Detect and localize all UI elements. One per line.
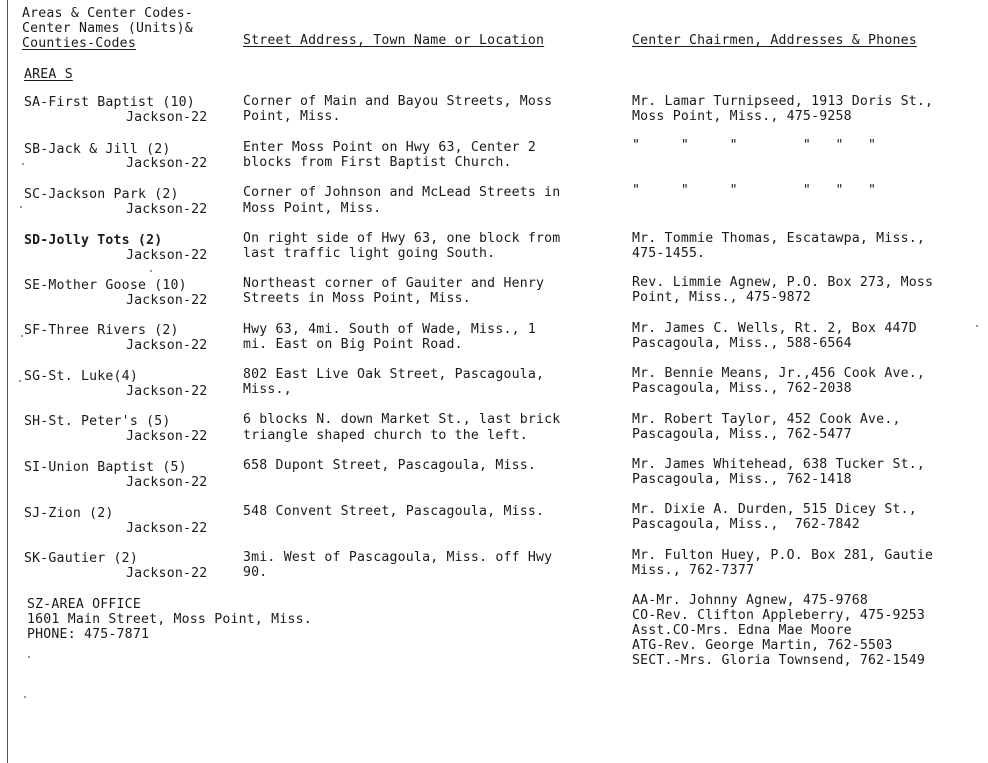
center-chair-line: Moss Point, Miss., 475-9258 xyxy=(632,109,852,124)
center-name: SA-First Baptist (10) xyxy=(24,95,195,110)
staff-line: Asst.CO-Mrs. Edna Mae Moore xyxy=(632,623,852,638)
center-name: SC-Jackson Park (2) xyxy=(24,187,179,202)
center-address-line: mi. East on Big Point Road. xyxy=(243,337,463,352)
center-county: Jackson-22 xyxy=(126,475,208,490)
center-chair-line: Pascagoula, Miss., 762-5477 xyxy=(632,427,852,442)
center-name: SJ-Zion (2) xyxy=(24,506,114,521)
center-address-line: 90. xyxy=(243,565,268,580)
center-address-line: Corner of Main and Bayou Streets, Moss xyxy=(243,94,553,109)
center-address-line: 802 East Live Oak Street, Pascagoula, xyxy=(243,367,545,382)
scan-speck xyxy=(21,335,23,337)
center-name: SB-Jack & Jill (2) xyxy=(24,142,171,157)
center-chair-line: Pascagoula, Miss., 762-2038 xyxy=(632,381,852,396)
scan-speck xyxy=(28,656,30,658)
center-chair-line: Mr. Lamar Turnipseed, 1913 Doris St., xyxy=(632,94,934,109)
center-county: Jackson-22 xyxy=(126,202,208,217)
center-chair-line: Mr. Dixie A. Durden, 515 Dicey St., xyxy=(632,502,917,517)
office-title: SZ-AREA OFFICE xyxy=(27,597,141,612)
center-county: Jackson-22 xyxy=(126,338,208,353)
header-col1-line2: Center Names (Units)& xyxy=(22,21,193,36)
center-name: SH-St. Peter's (5) xyxy=(24,414,171,429)
office-address: 1601 Main Street, Moss Point, Miss. xyxy=(27,612,312,627)
center-chair-line: Mr. Bennie Means, Jr.,456 Cook Ave., xyxy=(632,366,926,381)
center-address-line: triangle shaped church to the left. xyxy=(243,428,528,443)
center-chair-line: Pascagoula, Miss., 588-6564 xyxy=(632,336,852,351)
center-chair-line: Point, Miss., 475-9872 xyxy=(632,290,812,305)
center-address-line: Enter Moss Point on Hwy 63, Center 2 xyxy=(243,140,537,155)
center-chair-line: Rev. Limmie Agnew, P.O. Box 273, Moss xyxy=(632,275,934,290)
center-name: SE-Mother Goose (10) xyxy=(24,278,187,293)
page-edge-line xyxy=(7,0,8,763)
office-phone: PHONE: 475-7871 xyxy=(27,627,150,642)
center-chair-line: Pascagoula, Miss., 762-7842 xyxy=(632,517,860,532)
staff-line: CO-Rev. Clifton Appleberry, 475-9253 xyxy=(632,608,926,623)
center-address-line: 658 Dupont Street, Pascagoula, Miss. xyxy=(243,458,537,473)
center-address-line: blocks from First Baptist Church. xyxy=(243,155,512,170)
center-county: Jackson-22 xyxy=(126,521,208,536)
center-name: SG-St. Luke(4) xyxy=(24,369,138,384)
center-county: Jackson-22 xyxy=(126,384,208,399)
header-col1-line1: Areas & Center Codes- xyxy=(22,6,193,21)
center-address-line: Northeast corner of Gauiter and Henry xyxy=(243,276,545,291)
center-address-line: 548 Convent Street, Pascagoula, Miss. xyxy=(243,504,545,519)
center-name: SK-Gautier (2) xyxy=(24,551,138,566)
center-county: Jackson-22 xyxy=(126,156,208,171)
staff-line: ATG-Rev. George Martin, 762-5503 xyxy=(632,638,893,653)
center-address-line: On right side of Hwy 63, one block from xyxy=(243,231,561,246)
center-name: SI-Union Baptist (5) xyxy=(24,460,187,475)
header-col2: Street Address, Town Name or Location xyxy=(243,33,545,48)
center-county: Jackson-22 xyxy=(126,429,208,444)
center-address-line: 3mi. West of Pascagoula, Miss. off Hwy xyxy=(243,550,553,565)
center-chair-line: Mr. Fulton Huey, P.O. Box 281, Gautie xyxy=(632,548,934,563)
center-chair-line: Mr. James Whitehead, 638 Tucker St., xyxy=(632,457,926,472)
center-chair-line: Mr. Tommie Thomas, Escatawpa, Miss., xyxy=(632,231,926,246)
center-county: Jackson-22 xyxy=(126,566,208,581)
center-chair-line: Mr. Robert Taylor, 452 Cook Ave., xyxy=(632,412,901,427)
center-chair-line: Pascagoula, Miss., 762-1418 xyxy=(632,472,852,487)
center-address-line: Moss Point, Miss. xyxy=(243,201,382,216)
center-address-line: Miss., xyxy=(243,382,292,397)
scan-speck xyxy=(22,163,24,165)
staff-line: AA-Mr. Johnny Agnew, 475-9768 xyxy=(632,593,869,608)
center-chair-line: 475-1455. xyxy=(632,246,706,261)
staff-line: SECT.-Mrs. Gloria Townsend, 762-1549 xyxy=(632,653,926,668)
scan-speck xyxy=(24,696,26,698)
center-address-line: Streets in Moss Point, Miss. xyxy=(243,291,471,306)
header-col3: Center Chairmen, Addresses & Phones xyxy=(632,33,917,48)
center-name: SF-Three Rivers (2) xyxy=(24,323,179,338)
center-county: Jackson-22 xyxy=(126,293,208,308)
scan-speck xyxy=(19,380,21,382)
center-county: Jackson-22 xyxy=(126,248,208,263)
center-address-line: 6 blocks N. down Market St., last brick xyxy=(243,412,561,427)
center-address-line: Hwy 63, 4mi. South of Wade, Miss., 1 xyxy=(243,322,537,337)
center-address-line: Corner of Johnson and McLead Streets in xyxy=(243,185,561,200)
center-name: SD-Jolly Tots (2) xyxy=(24,233,163,248)
center-chair-ditto: " " " " " " xyxy=(632,183,877,198)
center-county: Jackson-22 xyxy=(126,110,208,125)
header-col1-line3: Counties-Codes xyxy=(22,36,136,51)
center-address-line: last traffic light going South. xyxy=(243,246,496,261)
center-chair-ditto: " " " " " " xyxy=(632,138,877,153)
center-chair-line: Miss., 762-7377 xyxy=(632,563,755,578)
scan-speck xyxy=(20,206,22,208)
scan-speck xyxy=(976,325,978,327)
center-address-line: Point, Miss. xyxy=(243,109,341,124)
area-label: AREA S xyxy=(24,67,73,82)
scan-speck xyxy=(150,270,152,272)
center-chair-line: Mr. James C. Wells, Rt. 2, Box 447D xyxy=(632,321,917,336)
